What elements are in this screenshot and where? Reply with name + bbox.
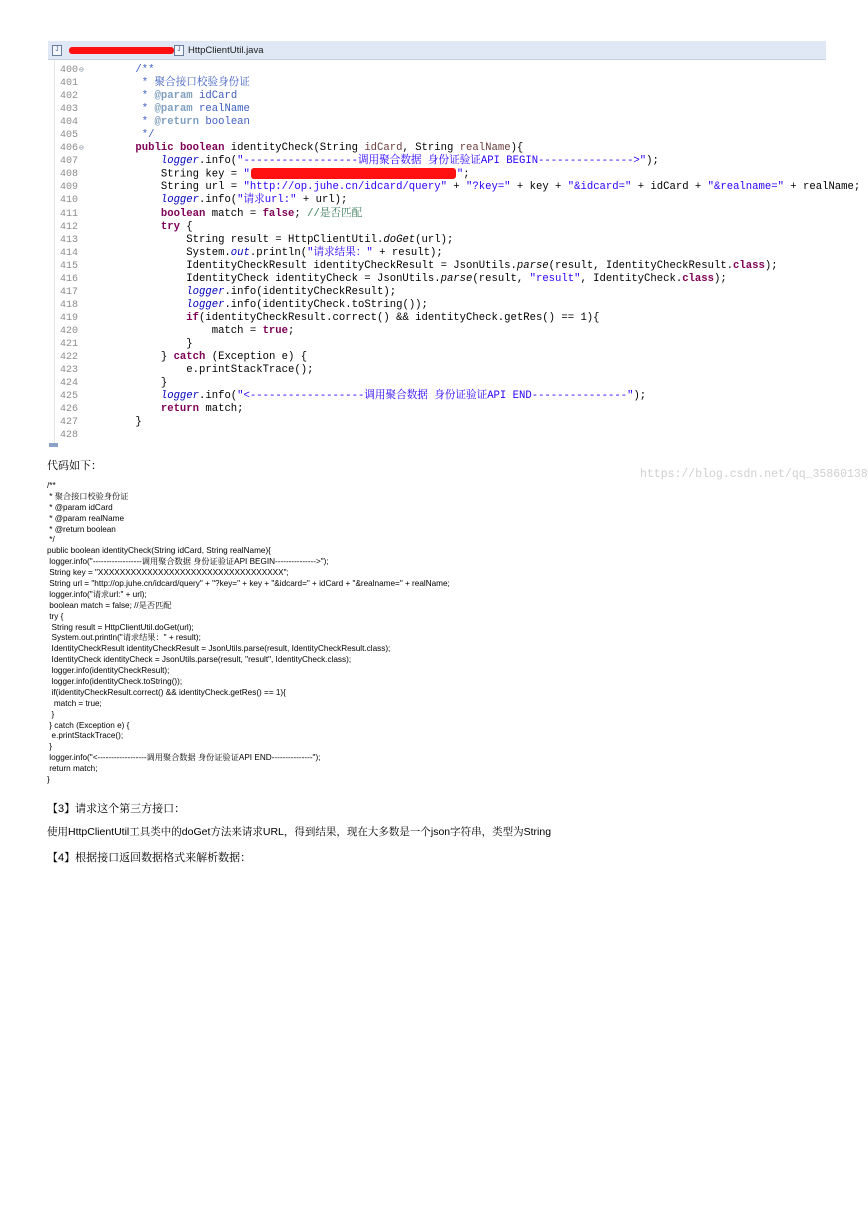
- code-token: *: [110, 103, 155, 116]
- code-lines: [48, 64, 861, 442]
- code-token: );: [646, 155, 659, 168]
- line-number: 408: [59, 169, 78, 181]
- code-token: + result);: [372, 246, 443, 259]
- code-text: [110, 260, 778, 273]
- code-token: .info(: [199, 390, 238, 403]
- line-number: 417: [59, 286, 78, 298]
- code-token: "&idcard=": [567, 181, 632, 194]
- code-token: "------------------调用聚合数据 身份证验证API BEGIN--------------->": [237, 155, 647, 168]
- code-line: [48, 90, 826, 103]
- code-token: "请求url:": [237, 194, 297, 207]
- code-text: [110, 64, 155, 77]
- code-line: [48, 155, 826, 168]
- line-number: 401: [59, 78, 78, 90]
- code-token: ){: [510, 142, 524, 155]
- code-token: boolean: [110, 207, 206, 220]
- code-token: try: [110, 220, 180, 233]
- code-text: [110, 208, 362, 221]
- code-text: [110, 116, 250, 129]
- code-listing-line: IdentityCheckResult identityCheckResult = JsonUtils.parse(result, IdentityCheckResult.class);: [47, 644, 391, 654]
- code-line: [48, 273, 826, 286]
- code-token: {: [179, 220, 193, 233]
- code-text: [110, 416, 142, 429]
- code-line: [48, 312, 826, 325]
- code-token: logger: [186, 298, 225, 311]
- line-number: 428: [59, 430, 78, 442]
- line-number: 421: [59, 338, 78, 350]
- code-listing-line: logger.info(identityCheck.toString());: [47, 677, 183, 687]
- code-line: [48, 299, 826, 312]
- code-listing-line: * @param realName: [47, 513, 125, 523]
- code-listing-line: * 聚合接口校验身份证: [47, 491, 129, 501]
- code-listing-line: match = true;: [47, 698, 102, 708]
- code-listing-line: String url = "http://op.juhe.cn/idcard/query" + "?key=" + key + "&idcard=" + idCard + "&realname=" + realName;: [47, 579, 450, 589]
- code-listing-line: System.out.println("请求结果：" + result);: [47, 633, 201, 643]
- code-listing-line: }: [47, 709, 55, 719]
- code-token: e.printStackTrace();: [110, 364, 314, 377]
- code-token: }: [110, 351, 174, 364]
- code-token: "请求结果：": [307, 246, 373, 259]
- code-listing-line: boolean match = false; //是否匹配: [47, 600, 172, 610]
- line-number: 404: [59, 117, 78, 129]
- code-line: [48, 364, 826, 377]
- code-line: [48, 129, 826, 142]
- code-text: [110, 273, 727, 286]
- code-token: String result = HttpClientUtil.: [110, 233, 384, 246]
- code-line: [48, 234, 826, 247]
- section-4-heading: 【4】根据接口返回数据格式来解析数据：: [47, 852, 252, 864]
- line-number: 425: [59, 391, 78, 403]
- code-token: ;: [288, 324, 295, 337]
- line-number: 402: [59, 91, 78, 103]
- line-number: 409: [59, 182, 78, 194]
- code-text: [110, 103, 250, 116]
- code-token: + url);: [296, 194, 348, 207]
- code-token: idCard: [364, 142, 403, 155]
- editor-tab-redacted[interactable]: [52, 43, 174, 58]
- line-number: 407: [59, 156, 78, 168]
- code-token: public: [110, 142, 174, 155]
- code-token: .info(identityCheckResult);: [224, 285, 397, 298]
- code-token: logger: [160, 390, 200, 403]
- editor-tab-label: HttpClientUtil.java: [188, 45, 264, 56]
- code-listing-line: logger.info("------------------调用聚合数据 身份证验证API BEGIN--------------->");: [47, 557, 329, 567]
- code-line: [48, 208, 826, 221]
- code-token: "<------------------调用聚合数据 身份证验证API END---------------": [237, 390, 634, 403]
- code-listing-line: try {: [47, 611, 64, 621]
- code-text: [110, 403, 244, 416]
- code-text: [110, 247, 443, 260]
- code-token: System.: [110, 246, 231, 259]
- line-number: 414: [59, 247, 78, 259]
- code-line: [48, 325, 826, 338]
- code-listing-line: String result = HttpClientUtil.doGet(url);: [47, 622, 194, 632]
- code-line: [48, 429, 826, 442]
- code-token: class: [733, 259, 765, 272]
- code-line: [48, 221, 826, 234]
- code-token: out: [230, 246, 250, 259]
- code-token: );: [633, 390, 647, 403]
- code-token: "result": [529, 272, 581, 285]
- code-token: [110, 155, 161, 167]
- code-token: + realName;: [783, 181, 861, 194]
- code-token: return: [110, 403, 200, 416]
- code-token: @param: [154, 90, 193, 103]
- code-line: [48, 77, 826, 90]
- code-token: }: [110, 337, 193, 350]
- code-line: [48, 116, 826, 129]
- code-token: catch: [173, 351, 206, 364]
- code-token: .info(identityCheck.toString());: [224, 298, 428, 311]
- code-token: "&realname=": [707, 181, 784, 194]
- code-line: [48, 416, 826, 429]
- code-line: [48, 377, 826, 390]
- code-text: [110, 299, 428, 312]
- code-token: String key =: [110, 168, 244, 181]
- code-token: ;: [294, 207, 308, 220]
- code-token: );: [713, 272, 727, 285]
- line-number: 426: [59, 404, 78, 416]
- code-token: (identityCheckResult.correct() && identityCheck.getRes() == 1){: [199, 311, 600, 324]
- code-line: [48, 338, 826, 351]
- code-line: [48, 181, 861, 194]
- code-text: [110, 377, 167, 390]
- code-listing-line: }: [47, 775, 50, 785]
- code-listing-line: * @param idCard: [47, 502, 113, 512]
- line-number: 424: [59, 378, 78, 390]
- line-number: 427: [59, 417, 78, 429]
- line-number: 411: [59, 208, 78, 220]
- line-number: 413: [59, 234, 78, 246]
- code-text: [110, 351, 307, 364]
- code-token: boolean: [179, 142, 225, 155]
- code-line: [48, 351, 826, 364]
- code-token: +: [446, 181, 467, 194]
- code-token: logger: [160, 155, 200, 168]
- code-text: [110, 77, 250, 90]
- code-line: [48, 64, 826, 77]
- code-token: );: [764, 259, 778, 272]
- code-token: parse: [440, 272, 473, 285]
- code-token: true: [262, 324, 289, 337]
- line-number: 406: [59, 143, 78, 155]
- intro-text: 代码如下：: [47, 460, 102, 472]
- section-3-heading: 【3】请求这个第三方接口：: [47, 803, 186, 815]
- code-token: .info(: [199, 155, 238, 168]
- code-text: [110, 234, 453, 247]
- code-text: [110, 194, 347, 207]
- code-token: + key +: [510, 181, 568, 194]
- line-number: 416: [59, 273, 78, 285]
- code-token: .println(: [249, 246, 308, 259]
- code-listing-line: IdentityCheck identityCheck = JsonUtils.parse(result, "result", IdentityCheck.class);: [47, 655, 352, 665]
- code-token: match;: [199, 403, 244, 416]
- code-text: [110, 221, 193, 234]
- code-token: /**: [110, 64, 155, 76]
- code-token: parse: [516, 259, 549, 272]
- line-number: 419: [59, 312, 78, 324]
- fold-toggle-icon[interactable]: ⊖: [79, 144, 84, 154]
- code-listing-line: */: [47, 535, 55, 545]
- code-token: if: [110, 311, 200, 324]
- code-token: */: [110, 129, 155, 142]
- code-text: [110, 286, 396, 299]
- code-listing: [47, 481, 450, 786]
- code-token: class: [682, 272, 714, 285]
- code-text: [110, 390, 646, 403]
- code-line: [48, 286, 826, 299]
- code-token: @param: [154, 103, 193, 116]
- line-number: 405: [59, 130, 78, 142]
- java-file-icon: J: [174, 45, 184, 56]
- line-number: 422: [59, 352, 78, 364]
- code-text: [110, 142, 523, 155]
- code-token: }: [110, 416, 142, 429]
- code-line: [48, 260, 826, 273]
- code-token: (result,: [472, 272, 530, 285]
- code-token: IdentityCheckResult identityCheckResult = JsonUtils.: [110, 259, 517, 272]
- code-listing-line: return match;: [47, 764, 98, 774]
- code-line: [48, 403, 826, 416]
- code-token: *: [110, 116, 155, 129]
- code-listing-line: String key = "XXXXXXXXXXXXXXXXXXXXXXXXXXXXXXXXXX";: [47, 568, 289, 578]
- code-text: [110, 181, 860, 194]
- redaction-mark: [251, 168, 456, 179]
- code-token: [110, 390, 161, 402]
- code-token: + idCard +: [631, 181, 708, 194]
- code-token: logger: [186, 285, 225, 298]
- code-token: logger: [160, 194, 200, 207]
- code-token: IdentityCheck identityCheck = JsonUtils.: [110, 272, 441, 285]
- code-line: [48, 142, 826, 155]
- overview-ruler-mark: [49, 443, 58, 447]
- code-token: doGet: [383, 233, 416, 246]
- line-number: 423: [59, 365, 78, 377]
- code-token: (Exception e) {: [205, 351, 308, 364]
- code-token: String url =: [110, 181, 244, 194]
- code-token: , IdentityCheck.: [580, 272, 683, 285]
- section-3-body: 使用HttpClientUtil工具类中的doGet方法来请求URL，得到结果，现在大多数是一个json字符串，类型为String: [47, 826, 552, 838]
- code-token: "http://op.juhe.cn/idcard/query": [243, 181, 447, 194]
- code-token: false: [262, 207, 295, 220]
- code-line: [48, 168, 826, 181]
- code-token: }: [110, 377, 168, 390]
- code-listing-line: public boolean identityCheck(String idCard, String realName){: [47, 546, 271, 556]
- code-token: "?key=": [466, 181, 511, 194]
- code-text: [110, 338, 193, 351]
- code-text: [110, 90, 237, 103]
- code-line: [48, 247, 826, 260]
- code-token: [110, 194, 161, 206]
- code-token: (result, IdentityCheckResult.: [548, 259, 734, 272]
- code-listing-line: logger.info("请求url:" + url);: [47, 589, 147, 599]
- code-listing-line: /**: [47, 481, 56, 490]
- code-token: idCard: [192, 90, 238, 103]
- code-text: [110, 312, 600, 325]
- code-line: [48, 194, 826, 207]
- code-listing-line: logger.info("<------------------调用聚合数据 身份证验证API END---------------");: [47, 753, 321, 763]
- line-number: 403: [59, 104, 78, 116]
- code-listing-line: }: [47, 742, 53, 752]
- code-text: [110, 168, 470, 181]
- code-token: //是否匹配: [307, 207, 363, 220]
- code-token: * 聚合接口校验身份证: [110, 77, 250, 90]
- code-listing-line: e.printStackTrace();: [47, 731, 124, 741]
- code-token: ": [243, 168, 250, 181]
- code-token: [110, 286, 186, 298]
- watermark: https://blog.csdn.net/qq_35860138: [640, 468, 868, 481]
- fold-toggle-icon[interactable]: ⊖: [79, 66, 84, 75]
- code-listing-line: * @return boolean: [47, 524, 116, 534]
- code-token: ;: [463, 168, 470, 181]
- line-number: 400: [59, 65, 78, 76]
- line-number: 415: [59, 260, 78, 272]
- code-token: *: [110, 90, 155, 103]
- code-token: boolean: [199, 116, 250, 129]
- editor-tab-httpclientutil[interactable]: [174, 43, 264, 58]
- code-token: match =: [205, 207, 263, 220]
- code-listing-line: if(identityCheckResult.correct() && identityCheck.getRes() == 1){: [47, 687, 286, 697]
- code-text: [110, 155, 659, 168]
- code-text: [110, 325, 294, 338]
- code-token: identityCheck(String: [224, 142, 365, 155]
- editor-tab-bar: [48, 41, 826, 60]
- code-line: [48, 390, 826, 403]
- code-token: .info(: [199, 194, 238, 207]
- code-token: (url);: [415, 233, 454, 246]
- line-number: 410: [59, 195, 78, 207]
- code-token: [110, 299, 186, 311]
- redaction-mark: [69, 47, 174, 54]
- code-token: realName: [459, 142, 511, 155]
- line-number: 420: [59, 325, 78, 337]
- code-token: ": [456, 168, 464, 181]
- code-text: [110, 129, 155, 142]
- line-number: 412: [59, 221, 78, 233]
- code-token: match =: [110, 324, 263, 337]
- code-token: , String: [402, 142, 460, 155]
- code-text: [110, 364, 313, 377]
- code-line: [48, 103, 826, 116]
- line-number: 418: [59, 299, 78, 311]
- java-file-icon: J: [52, 45, 62, 56]
- code-token: realName: [192, 103, 250, 116]
- code-listing-line: logger.info(identityCheckResult);: [47, 666, 170, 676]
- code-token: @return: [154, 116, 200, 129]
- code-listing-line: } catch (Exception e) {: [47, 720, 130, 730]
